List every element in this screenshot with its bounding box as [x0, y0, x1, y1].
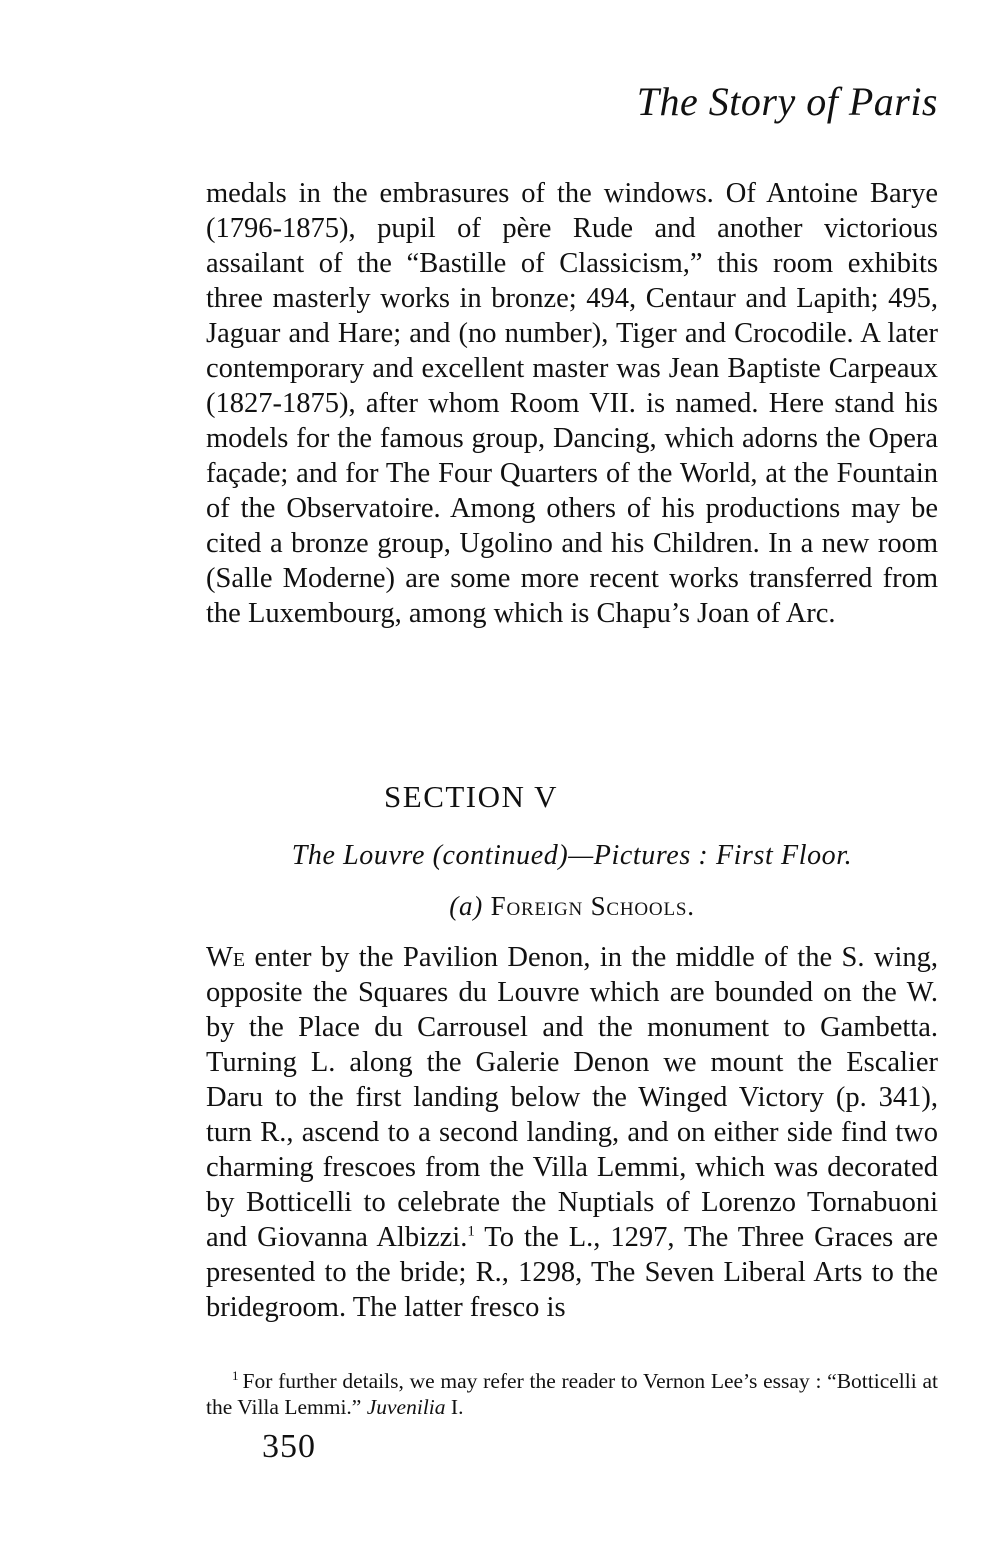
footnote-text: For further details, we may refer the reader to Vernon Lee’s essay : “Botticelli at the Villa Lemmi.”: [206, 1369, 938, 1419]
opening-word: We: [206, 942, 246, 973]
paragraph-text-after-ref: To the L., 1297, The Three Graces are presented to the bride; R., 1298, The Seven Liberal Arts to the bridegroom. The latter fresco is: [206, 1222, 939, 1323]
subsection-label: Foreign Schools.: [490, 891, 695, 921]
running-head: The Story of Paris: [636, 79, 938, 124]
subsection-heading: [206, 891, 938, 922]
subsection-marker: (a): [449, 891, 484, 921]
paragraph-pavilion-denon: [206, 940, 938, 1325]
paragraph-barye-carpeaux: medals in the embrasures of the windows. Of Antoine Barye (1796-1875), pupil of père Rude and another victorious assailant of the “Bastille of Classicism,” this room exhibits three masterly works in bronze; 494, Centaur and Lapith; 495, Jaguar and Hare; and (no number), Tiger and Crocodile. A later contemporary and excellent master was Jean Baptiste Carpeaux (1827-1875), after whom Room VII. is named. Here stand his models for the famous group, Dancing, which adorns the Opera façade; and for The Four Quarters of the World, at the Fountain of the Observatoire. Among others of his productions may be cited a bronze group, Ugolino and his Children. In a new room (Salle Moderne) are some more recent works transferred from the Luxembourg, among which is Chapu’s Joan of Arc.: [206, 178, 938, 629]
section-heading: SECTION V: [384, 779, 558, 814]
page-number: 350: [262, 1428, 316, 1465]
footnote-marker: 1: [232, 1367, 239, 1383]
footnote-journal: Juvenilia: [366, 1395, 446, 1419]
footnote: [206, 1368, 938, 1420]
footnote-volume: I.: [445, 1395, 464, 1419]
footnote-reference[interactable]: 1: [467, 1223, 475, 1240]
section-subtitle: The Louvre (continued)—Pictures : First Floor.: [291, 840, 853, 871]
paragraph-text-before-ref: enter by the Pavilion Denon, in the middle of the S. wing, opposite the Squares du Louvre which are bounded on the W. by the Place du Carrousel and the monument to Gambetta. Turning L. along the Galerie Denon we mount the Escalier Daru to the first landing below the Winged Victory (p. 341), turn R., ascend to a second landing, and on either side find two charming frescoes from the Villa Lemmi, which was decorated by Botticelli to celebrate the Nuptials of Lorenzo Tornabuoni and Giovanna Albizzi.: [206, 942, 938, 1253]
